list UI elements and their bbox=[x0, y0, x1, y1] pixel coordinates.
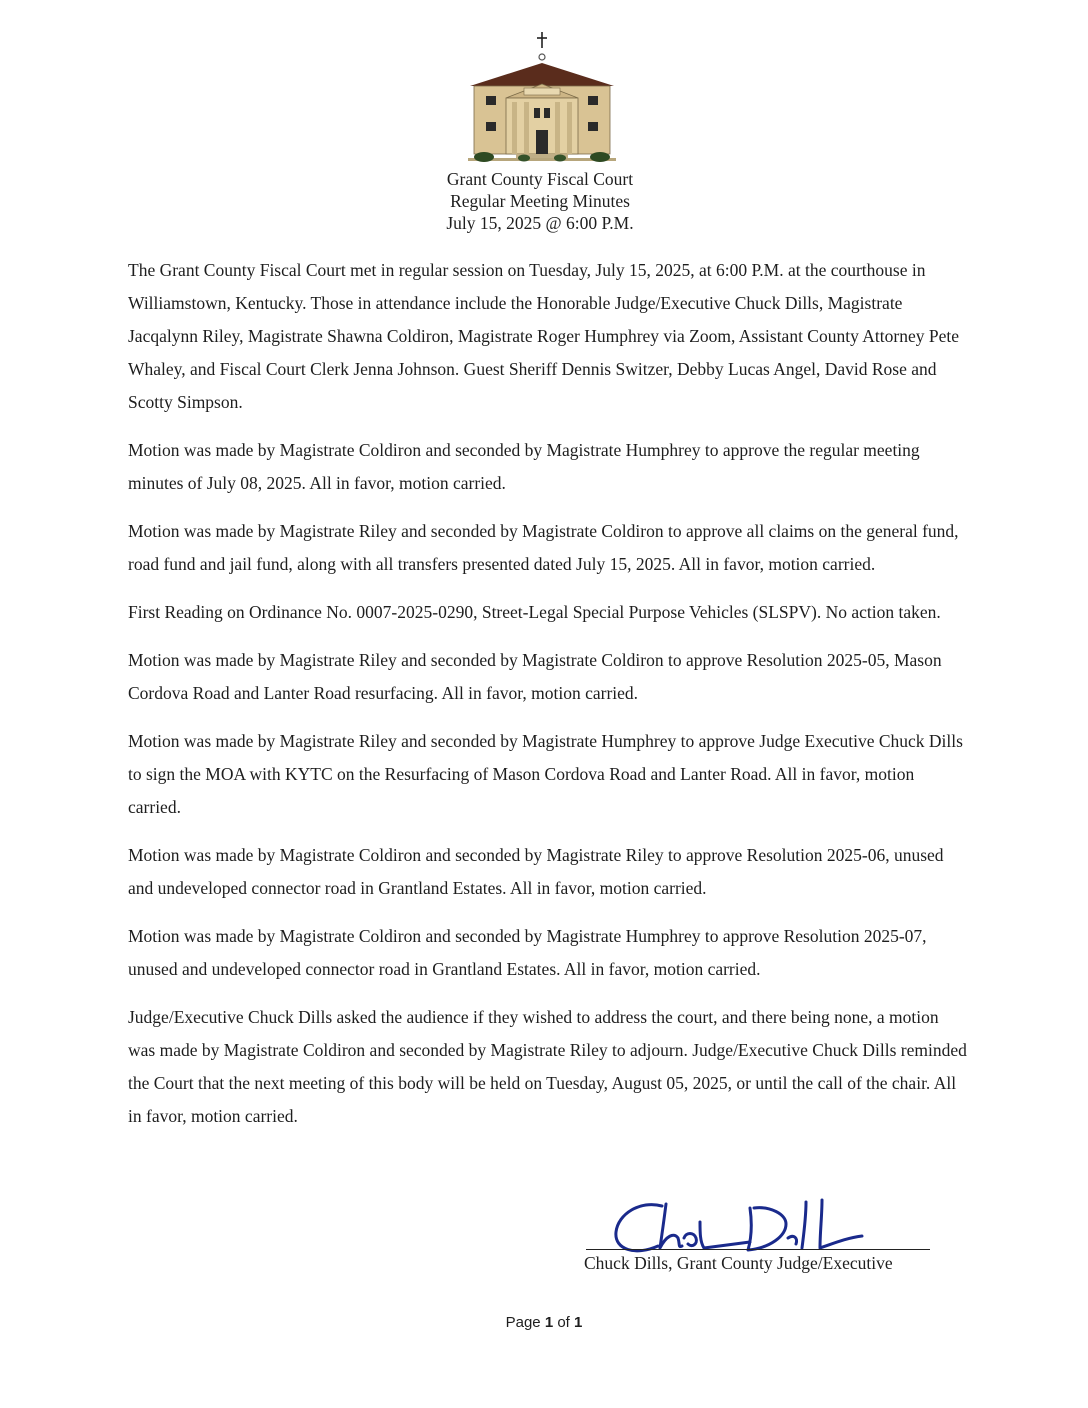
signature-line bbox=[586, 1249, 930, 1250]
paragraph-motion: Motion was made by Magistrate Riley and seconded by Magistrate Coldiron to approve all claims on the general fund, road fund and jail fund, along with all transfers presented dated July 15, 2025. All in favor, motion carried. bbox=[128, 521, 959, 574]
header-org: Grant County Fiscal Court bbox=[446, 169, 634, 189]
paragraph-motion: Motion was made by Magistrate Coldiron and seconded by Magistrate Humphrey to approve Resolution 2025-07, unused and undeveloped connector road in Grantland Estates. All in favor, motion carried. bbox=[128, 926, 927, 979]
minutes-body bbox=[128, 254, 968, 1148]
page-current: 1 bbox=[544, 1314, 554, 1331]
paragraph-motion: Motion was made by Magistrate Riley and seconded by Magistrate Coldiron to approve Resolution 2025-05, Mason Cordova Road and Lanter Road resurfacing. All in favor, motion carried. bbox=[128, 650, 942, 703]
paragraph-motion: Motion was made by Magistrate Riley and seconded by Magistrate Humphrey to approve Judge Executive Chuck Dills to sign the MOA with KYTC on the Resurfacing of Mason Cordova Road and Lanter Road. All in favor, motion carried. bbox=[128, 731, 963, 817]
handwritten-signature-icon bbox=[600, 1192, 870, 1262]
paragraph-adjournment: Judge/Executive Chuck Dills asked the audience if they wished to address the court, and there being none, a motion was made by Magistrate Coldiron and seconded by Magistrate Riley to adjourn. Judge/Executive Chuck Dills reminded the Court that the next meeting of this body will be held on Tuesday, August 05, 2025, or until the call of the chair. All in favor, motion carried. bbox=[128, 1007, 967, 1126]
signature-block bbox=[580, 1192, 940, 1282]
paragraph-motion: Motion was made by Magistrate Coldiron and seconded by Magistrate Humphrey to approve the regular meeting minutes of July 08, 2025. All in favor, motion carried. bbox=[128, 440, 920, 493]
paragraph-attendance: The Grant County Fiscal Court met in regular session on Tuesday, July 15, 2025, at 6:00 P.M. at the courthouse in Williamstown, Kentucky. Those in attendance include the Honorable Judge/Executive Chuck Dills, Magistrate Jacqalynn Riley, Magistrate Shawna Coldiron, Magistrate Roger Humphrey via Zoom, Assistant County Attorney Pete Whaley, and Fiscal Court Clerk Jenna Johnson. Guest Sheriff Dennis Switzer, Debby Lucas Angel, David Rose and Scotty Simpson. bbox=[128, 260, 959, 412]
of-word: of bbox=[557, 1314, 570, 1331]
courthouse-logo-icon bbox=[462, 30, 622, 166]
page-total: 1 bbox=[574, 1314, 583, 1331]
header-datetime: July 15, 2025 @ 6:00 P.M. bbox=[446, 213, 634, 233]
document-header bbox=[340, 168, 740, 234]
paragraph-motion: Motion was made by Magistrate Coldiron and seconded by Magistrate Riley to approve Resolution 2025-06, unused and undeveloped connector road in Grantland Estates. All in favor, motion carried. bbox=[128, 845, 944, 898]
header-doc-type: Regular Meeting Minutes bbox=[450, 191, 630, 211]
paragraph-ordinance-reading: First Reading on Ordinance No. 0007-2025-0290, Street-Legal Special Purpose Vehicles (SLSPV). No action taken. bbox=[128, 602, 941, 622]
signature-caption: Chuck Dills, Grant County Judge/Executive bbox=[584, 1253, 893, 1273]
page-number bbox=[444, 1314, 644, 1331]
page-word: Page bbox=[505, 1314, 541, 1331]
